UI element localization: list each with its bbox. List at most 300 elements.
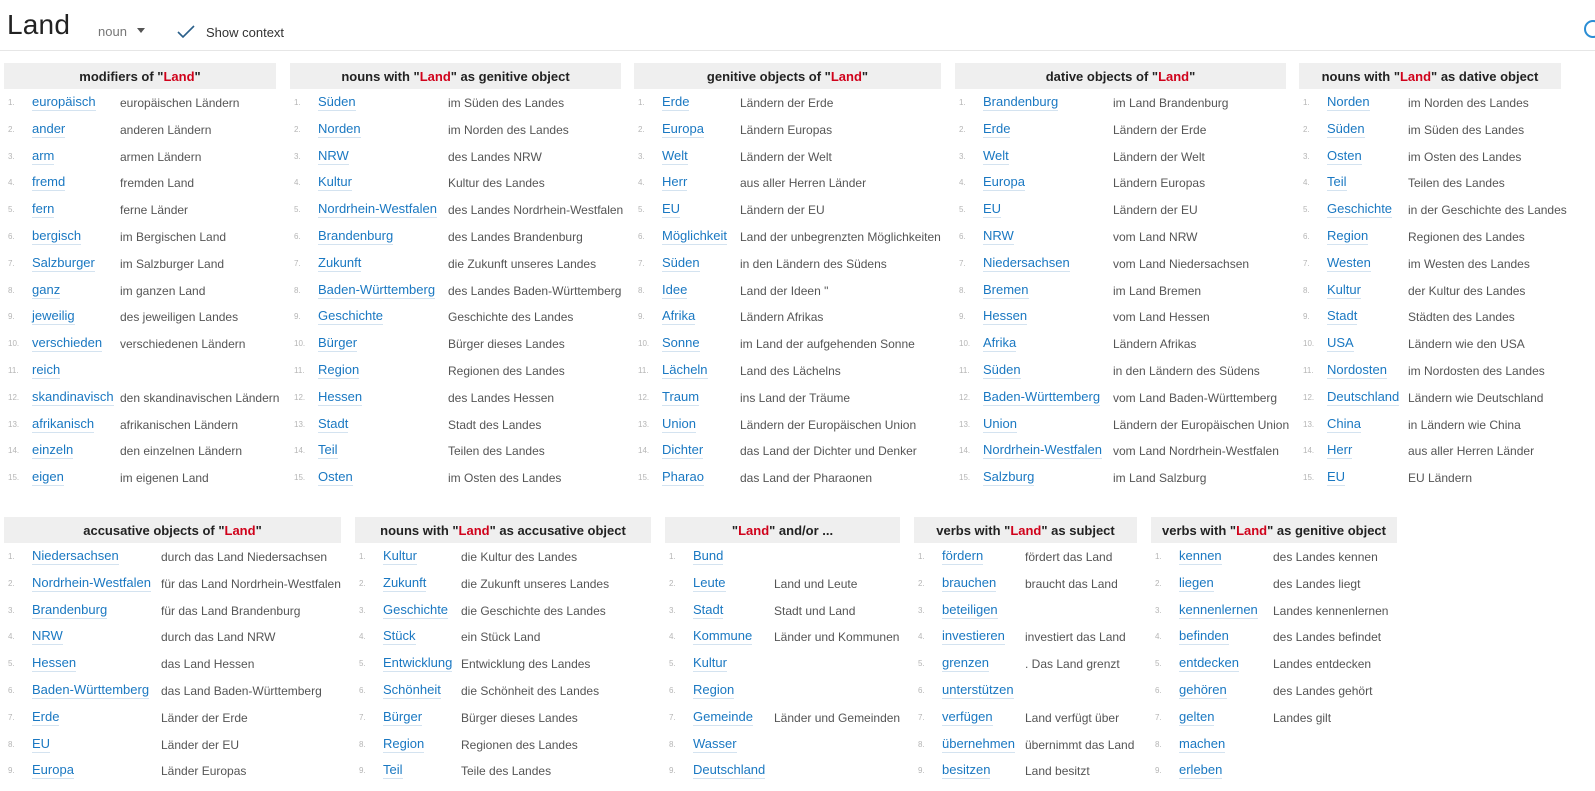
- table-row: [290, 279, 621, 305]
- table-title-suffix: ": [194, 69, 201, 84]
- collocation-link[interactable]: ander: [32, 120, 66, 136]
- example-text: für das Land Brandenburg: [161, 603, 301, 618]
- collocation-link[interactable]: bergisch: [32, 228, 82, 243]
- row-number: 4.: [918, 632, 925, 642]
- example-text: armen Ländern: [120, 149, 202, 164]
- table-title-prefix: verbs with ": [936, 523, 1011, 538]
- row-number: 2.: [359, 578, 366, 588]
- collocation-link[interactable]: Afrika: [662, 308, 696, 324]
- collocation-link[interactable]: Norden: [1327, 94, 1370, 109]
- example-text: Landes gilt: [1273, 710, 1332, 725]
- collocation-link[interactable]: afrikanisch: [32, 415, 95, 431]
- row-number: 14.: [1303, 446, 1315, 456]
- collocation-link[interactable]: erleben: [1179, 762, 1223, 778]
- example-text: im Westen des Landes: [1408, 256, 1530, 271]
- collocation-link[interactable]: NRW: [32, 628, 63, 644]
- example-text: des Landes NRW: [448, 149, 542, 164]
- row-number: 11.: [8, 366, 19, 375]
- example-text: afrikanischen Ländern: [120, 417, 239, 432]
- example-text: im Süden des Landes: [1408, 122, 1525, 137]
- table-row: [1151, 679, 1397, 705]
- collocation-link[interactable]: Süden: [318, 94, 356, 109]
- table-title-headword: Land: [1010, 523, 1042, 538]
- row-number: 14.: [8, 446, 20, 456]
- row-number: 8.: [959, 285, 966, 295]
- collocation-link[interactable]: Leute: [693, 574, 726, 590]
- collocation-link[interactable]: Baden-Württemberg: [32, 682, 150, 697]
- collocation-link[interactable]: Kultur: [383, 548, 417, 563]
- example-text: in den Ländern des Südens: [740, 256, 887, 271]
- example-text: Ländern der EU: [1113, 203, 1198, 218]
- collocation-link[interactable]: Brandenburg: [983, 94, 1059, 109]
- collocation-link[interactable]: Nordosten: [1327, 362, 1387, 377]
- table-title-headword: Land: [1158, 69, 1190, 84]
- collocation-link[interactable]: Idee: [662, 281, 688, 297]
- collocation-link[interactable]: China: [1327, 415, 1361, 431]
- row-number: 2.: [959, 124, 966, 134]
- table-row: [955, 386, 1286, 412]
- collocation-link[interactable]: Süden: [983, 362, 1021, 377]
- collocation-link[interactable]: Salzburg: [983, 469, 1035, 485]
- row-number: 4.: [669, 632, 676, 642]
- collocation-link[interactable]: Nordrhein-Westfalen: [318, 201, 437, 217]
- collocation-link[interactable]: Schönheit: [383, 682, 441, 697]
- collocation-link[interactable]: Stadt: [693, 601, 724, 617]
- collocation-link[interactable]: Herr: [1327, 442, 1353, 458]
- table-header: [355, 517, 651, 543]
- example-text: im Land der aufgehenden Sonne: [740, 337, 915, 352]
- collocation-link[interactable]: Westen: [1327, 254, 1371, 270]
- table-title-suffix: " and/or ...: [769, 523, 834, 538]
- collocation-link[interactable]: Bremen: [983, 281, 1029, 297]
- table-header: [955, 63, 1286, 89]
- collocation-link[interactable]: Kommune: [693, 628, 753, 644]
- collocation-link[interactable]: USA: [1327, 335, 1354, 351]
- example-text: Land und Leute: [774, 576, 858, 591]
- collocation-link[interactable]: Lächeln: [662, 362, 708, 377]
- row-number: 4.: [1303, 178, 1310, 188]
- collocation-link[interactable]: europäisch: [32, 94, 96, 109]
- example-text: das Land Baden-Württemberg: [161, 684, 322, 698]
- collocation-link[interactable]: Traum: [662, 388, 700, 404]
- row-number: 2.: [918, 578, 925, 588]
- collocation-link[interactable]: Teil: [383, 762, 403, 778]
- table-title-suffix: ": [1189, 69, 1196, 84]
- table-row: [4, 332, 276, 358]
- example-text: Kultur des Landes: [448, 176, 545, 191]
- chevron-down-icon[interactable]: [137, 28, 145, 33]
- example-text: im Salzburger Land: [120, 256, 225, 271]
- table-title-prefix: genitive objects of ": [706, 69, 831, 84]
- row-number: 5.: [8, 659, 15, 669]
- table-row: [4, 625, 341, 651]
- row-number: 7.: [918, 712, 925, 722]
- example-text: Regionen des Landes: [448, 364, 565, 378]
- example-text: Länder der Erde: [161, 710, 248, 725]
- table-row: [1299, 252, 1561, 278]
- collocation-link[interactable]: Sonne: [662, 335, 700, 351]
- table-row: [1151, 545, 1397, 571]
- row-number: 5.: [1155, 659, 1162, 669]
- example-text: im Nordosten des Landes: [1408, 364, 1545, 378]
- row-number: 5.: [294, 205, 301, 215]
- collocation-link[interactable]: Union: [983, 415, 1017, 431]
- collocation-link[interactable]: Baden-Württemberg: [318, 281, 436, 297]
- collocation-link[interactable]: Herr: [662, 174, 688, 190]
- collocation-link[interactable]: gehören: [1179, 682, 1227, 697]
- collocation-link[interactable]: investieren: [942, 628, 1005, 644]
- table-row: [290, 91, 621, 117]
- collocation-link[interactable]: fördern: [942, 548, 984, 563]
- collocation-link[interactable]: ganz: [32, 281, 61, 297]
- row-number: 8.: [1303, 285, 1310, 295]
- example-text: die Geschichte des Landes: [461, 603, 606, 618]
- example-text: Länder und Kommunen: [774, 630, 900, 645]
- collocation-link[interactable]: Bürger: [383, 708, 423, 724]
- collocation-link[interactable]: Hessen: [32, 655, 77, 671]
- row-number: 1.: [8, 98, 15, 107]
- collocation-link[interactable]: Stück: [383, 628, 416, 644]
- example-text: braucht das Land: [1025, 576, 1118, 591]
- row-number: 9.: [1303, 312, 1310, 322]
- table-row: [665, 625, 900, 651]
- collocation-link[interactable]: befinden: [1179, 628, 1229, 644]
- collocation-link[interactable]: Teil: [1327, 174, 1347, 190]
- example-text: verschiedenen Ländern: [120, 337, 246, 352]
- row-number: 9.: [294, 312, 301, 322]
- table-row: [1299, 279, 1561, 305]
- collocation-link[interactable]: EU: [662, 201, 681, 217]
- table-row: [4, 359, 276, 385]
- example-text: das Land der Pharaonen: [740, 471, 873, 486]
- table-row: [4, 305, 276, 331]
- table-row: [290, 225, 621, 251]
- row-number: 10.: [638, 339, 650, 349]
- example-text: übernimmt das Land: [1025, 737, 1135, 752]
- collocation-link[interactable]: Norden: [318, 120, 361, 136]
- row-number: 8.: [1155, 739, 1162, 749]
- row-number: 5.: [1303, 205, 1310, 215]
- example-text: europäischen Ländern: [120, 96, 240, 110]
- collocation-link[interactable]: Region: [318, 362, 360, 377]
- row-number: 7.: [1303, 258, 1310, 268]
- example-text: im Norden des Landes: [448, 122, 569, 137]
- collocation-link[interactable]: Bund: [693, 548, 724, 563]
- table-row: [955, 439, 1286, 465]
- example-text: im Osten des Landes: [448, 471, 562, 486]
- row-number: 12.: [638, 392, 650, 402]
- collocation-link[interactable]: Kultur: [318, 174, 352, 190]
- collocation-link[interactable]: Zukunft: [318, 254, 362, 270]
- collocation-link[interactable]: Süden: [1327, 120, 1365, 136]
- collocation-link[interactable]: EU: [983, 201, 1002, 217]
- table-row: [355, 599, 651, 625]
- row-number: 7.: [959, 258, 966, 268]
- collocation-link[interactable]: gelten: [1179, 708, 1215, 724]
- table-row: [955, 332, 1286, 358]
- example-text: Städten des Landes: [1408, 310, 1515, 325]
- collocation-link[interactable]: Welt: [983, 147, 1009, 163]
- collocation-link[interactable]: eigen: [32, 469, 64, 485]
- example-text: Ländern der Erde: [740, 96, 834, 110]
- table-row: [634, 439, 941, 465]
- example-text: in den Ländern des Südens: [1113, 364, 1260, 378]
- table-title-headword: Land: [458, 523, 490, 538]
- table-row: [1151, 572, 1397, 598]
- collocation-link[interactable]: Süden: [662, 254, 700, 270]
- table-row: [914, 733, 1137, 759]
- row-number: 1.: [1303, 98, 1310, 107]
- table-row: [955, 225, 1286, 251]
- collocation-link[interactable]: Stadt: [1327, 308, 1358, 324]
- example-text: aus aller Herren Länder: [1408, 444, 1535, 459]
- checkmark-icon: [176, 24, 196, 40]
- collocation-link[interactable]: Bürger: [318, 335, 358, 351]
- collocation-link[interactable]: Welt: [662, 147, 688, 163]
- row-number: 7.: [669, 712, 676, 722]
- table-row: [290, 386, 621, 412]
- collocation-link[interactable]: unterstützen: [942, 682, 1014, 697]
- table-row: [1299, 305, 1561, 331]
- collocation-link[interactable]: Union: [662, 415, 696, 431]
- row-number: 7.: [8, 712, 15, 722]
- collocation-link[interactable]: Geschichte: [318, 308, 384, 324]
- collocation-link[interactable]: Möglichkeit: [662, 228, 728, 243]
- row-number: 15.: [8, 473, 20, 483]
- table-title-prefix: ": [731, 523, 739, 538]
- collocation-link[interactable]: Zukunft: [383, 574, 427, 590]
- table-row: [1151, 652, 1397, 678]
- row-number: 9.: [669, 766, 676, 776]
- collocation-link[interactable]: Osten: [1327, 147, 1362, 163]
- table-row: [4, 145, 276, 171]
- row-number: 15.: [638, 473, 650, 483]
- collocation-link[interactable]: jeweilig: [32, 308, 75, 324]
- collocation-link[interactable]: Brandenburg: [32, 601, 108, 617]
- example-text: im Land Bremen: [1113, 283, 1202, 298]
- row-number: 4.: [1155, 632, 1162, 642]
- collocation-link[interactable]: verfügen: [942, 708, 993, 724]
- collocation-link[interactable]: Osten: [318, 469, 353, 485]
- collocation-link[interactable]: Kultur: [1327, 281, 1361, 297]
- collocation-link[interactable]: Nordrhein-Westfalen: [32, 574, 151, 590]
- row-number: 11.: [1303, 366, 1314, 375]
- table-row: [665, 706, 900, 732]
- table-row: [290, 171, 621, 197]
- collocation-link[interactable]: Niedersachsen: [983, 254, 1070, 270]
- collocation-link[interactable]: liegen: [1179, 574, 1214, 590]
- example-text: in der Geschichte des Landes: [1408, 203, 1567, 218]
- row-number: 4.: [359, 632, 366, 642]
- collocation-link[interactable]: besitzen: [942, 762, 991, 778]
- table-row: [290, 198, 624, 224]
- row-number: 12.: [1303, 392, 1315, 402]
- example-text: im Norden des Landes: [1408, 96, 1529, 110]
- row-number: 5.: [638, 205, 645, 215]
- table-row: [955, 118, 1286, 144]
- collocation-link[interactable]: Baden-Württemberg: [983, 388, 1101, 404]
- row-number: 2.: [8, 124, 15, 134]
- table-header: [290, 63, 621, 89]
- collocation-link[interactable]: verschieden: [32, 335, 103, 351]
- example-text: Teile des Landes: [461, 764, 552, 779]
- collocation-link[interactable]: Europa: [662, 120, 704, 136]
- collocation-link[interactable]: Pharao: [662, 469, 704, 485]
- table-row: [665, 652, 900, 678]
- pos-dropdown[interactable]: noun: [98, 24, 127, 39]
- collocation-link[interactable]: beteiligen: [942, 601, 998, 617]
- row-number: 5.: [359, 659, 366, 669]
- table-row: [1299, 466, 1561, 492]
- example-text: Land der Ideen ": [740, 283, 829, 298]
- table-row: [665, 733, 900, 759]
- collocation-link[interactable]: grenzen: [942, 655, 989, 671]
- table-row: [290, 145, 621, 171]
- collocation-link[interactable]: machen: [1179, 735, 1226, 751]
- example-text: . Das Land grenzt: [1025, 657, 1120, 672]
- collocation-link[interactable]: Deutschland: [1327, 388, 1400, 404]
- example-text: fördert das Land: [1025, 550, 1113, 564]
- table-row: [914, 679, 1137, 705]
- row-number: 11.: [294, 366, 305, 375]
- collocation-link[interactable]: Region: [1327, 228, 1369, 243]
- collocation-link[interactable]: kennen: [1179, 548, 1222, 563]
- example-text: Ländern der EU: [740, 203, 825, 218]
- collocation-link[interactable]: Gemeinde: [693, 708, 753, 724]
- collocation-link[interactable]: brauchen: [942, 574, 997, 590]
- row-number: 3.: [359, 605, 366, 615]
- collocation-link[interactable]: einzeln: [32, 442, 74, 458]
- collocation-link[interactable]: EU: [1327, 469, 1346, 485]
- row-number: 9.: [8, 766, 15, 776]
- collocation-link[interactable]: EU: [32, 735, 51, 751]
- table-row: [355, 652, 651, 678]
- collocation-link[interactable]: Europa: [983, 174, 1025, 190]
- collocation-link[interactable]: fremd: [32, 174, 66, 190]
- collocation-link[interactable]: NRW: [983, 228, 1014, 243]
- collocation-link[interactable]: Geschichte: [383, 601, 449, 617]
- row-number: 8.: [669, 739, 676, 749]
- example-text: des Landes Brandenburg: [448, 230, 583, 244]
- example-text: im Osten des Landes: [1408, 149, 1522, 164]
- collocation-link[interactable]: Deutschland: [693, 762, 766, 778]
- collocation-link[interactable]: Entwicklung: [383, 655, 453, 671]
- example-text: Land verfügt über: [1025, 710, 1120, 725]
- table-row: [914, 759, 1137, 785]
- collocation-link[interactable]: Europa: [32, 762, 74, 778]
- example-text: Ländern Europas: [740, 122, 833, 137]
- table-header: [665, 517, 900, 543]
- collocation-link[interactable]: Teil: [318, 442, 338, 458]
- row-number: 1.: [8, 552, 15, 561]
- collocation-link[interactable]: reich: [32, 362, 61, 377]
- search-icon[interactable]: [1584, 20, 1595, 38]
- example-text: Teilen des Landes: [448, 444, 545, 459]
- row-number: 1.: [669, 552, 676, 561]
- table-row: [4, 439, 276, 465]
- example-text: vom Land Nordrhein-Westfalen: [1113, 444, 1279, 459]
- row-number: 7.: [8, 258, 15, 268]
- collocation-link[interactable]: Stadt: [318, 415, 349, 431]
- collocation-link[interactable]: arm: [32, 147, 55, 163]
- example-text: für das Land Nordrhein-Westfalen: [161, 576, 341, 591]
- collocation-link[interactable]: Wasser: [693, 735, 737, 751]
- row-number: 5.: [8, 205, 15, 215]
- collocation-link[interactable]: Dichter: [662, 442, 704, 458]
- collocation-link[interactable]: Nordrhein-Westfalen: [983, 442, 1102, 458]
- row-number: 9.: [8, 312, 15, 322]
- collocation-link[interactable]: Niedersachsen: [32, 548, 119, 563]
- row-number: 13.: [8, 419, 20, 429]
- table-row: [1299, 118, 1561, 144]
- row-number: 3.: [1303, 151, 1310, 161]
- row-number: 1.: [638, 98, 645, 107]
- example-text: ins Land der Träume: [740, 390, 851, 405]
- collocation-link[interactable]: Region: [693, 682, 735, 697]
- collocation-link[interactable]: Erde: [32, 708, 60, 724]
- collocation-link[interactable]: entdecken: [1179, 655, 1239, 671]
- row-number: 7.: [1155, 712, 1162, 722]
- collocation-link[interactable]: Salzburger: [32, 254, 95, 270]
- row-number: 8.: [918, 739, 925, 749]
- row-number: 9.: [359, 766, 366, 776]
- row-number: 4.: [638, 178, 645, 188]
- table-header: [1299, 63, 1561, 89]
- table-row: [1151, 733, 1397, 759]
- row-number: 3.: [959, 151, 966, 161]
- row-number: 6.: [294, 232, 301, 241]
- collocation-link[interactable]: Hessen: [983, 308, 1028, 324]
- table-row: [914, 652, 1137, 678]
- example-text: Landes entdecken: [1273, 657, 1372, 672]
- table-row: [665, 572, 900, 598]
- example-text: das Land Hessen: [161, 657, 255, 672]
- collocation-link[interactable]: NRW: [318, 147, 349, 163]
- table-row: [290, 118, 621, 144]
- table-row: [634, 413, 941, 439]
- collocation-link[interactable]: fern: [32, 201, 55, 217]
- collocation-link[interactable]: Geschichte: [1327, 201, 1393, 217]
- table-title-suffix: " as accusative object: [489, 523, 626, 538]
- collocation-link[interactable]: kennenlernen: [1179, 601, 1258, 617]
- table-title-headword: Land: [1236, 523, 1268, 538]
- example-text: das Land der Dichter und Denker: [740, 444, 917, 459]
- row-number: 6.: [638, 232, 645, 241]
- example-text: durch das Land Niedersachsen: [161, 550, 328, 564]
- row-number: 12.: [294, 392, 306, 402]
- row-number: 8.: [8, 739, 15, 749]
- table-header: [1151, 517, 1397, 543]
- table-row: [955, 305, 1286, 331]
- table-row: [955, 171, 1286, 197]
- collocation-link[interactable]: Erde: [983, 120, 1011, 136]
- collocation-link[interactable]: Erde: [662, 94, 690, 109]
- table-row: [1299, 145, 1561, 171]
- collocation-link[interactable]: skandinavisch: [32, 388, 114, 404]
- collocation-link[interactable]: Hessen: [318, 388, 363, 404]
- collocation-link[interactable]: Afrika: [983, 335, 1017, 351]
- row-number: 1.: [959, 98, 966, 107]
- row-number: 10.: [1303, 339, 1315, 349]
- collocation-link[interactable]: Kultur: [693, 655, 727, 671]
- collocation-link[interactable]: Region: [383, 735, 425, 751]
- row-number: 4.: [294, 178, 301, 188]
- table-row: [4, 118, 276, 144]
- collocation-link[interactable]: übernehmen: [942, 735, 1015, 751]
- collocation-link[interactable]: Brandenburg: [318, 228, 394, 243]
- row-number: 11.: [959, 366, 970, 375]
- table-row: [355, 733, 651, 759]
